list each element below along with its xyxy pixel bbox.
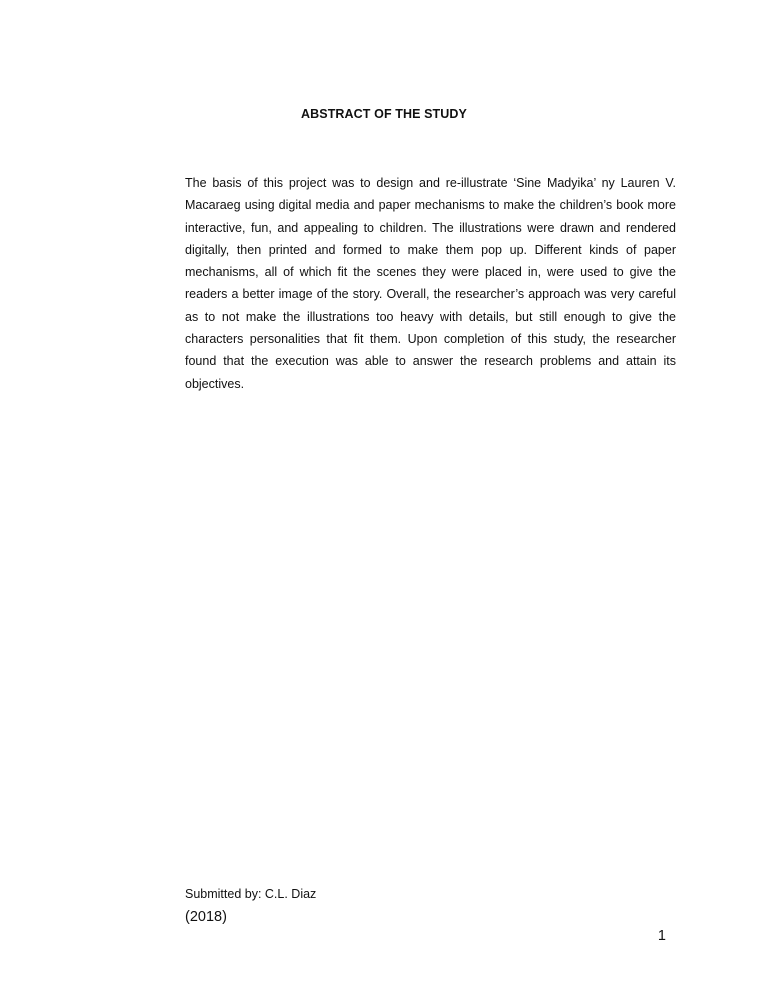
page-number: 1 bbox=[657, 928, 666, 944]
submission-year: (2018) bbox=[185, 909, 227, 925]
abstract-paragraph: The basis of this project was to design and re-illustrate ‘Sine Madyika’ ny Lauren V. Macaraeg using digital media and paper mechanisms to make the children’s book more interactive, fun, and appealing to children. The illustrations were drawn and rendered digitally, then printed and formed to make them pop up. Different kinds of paper mechanisms, all of which fit the scenes they were placed in, were used to give the readers a better image of the story. Overall, the researcher’s approach was very careful as to not make the illustrations too heavy with details, but still enough to give the characters personalities that fit them. Upon completion of this study, the researcher found that the execution was able to answer the research problems and attain its objectives. bbox=[185, 176, 676, 391]
submitted-by: Submitted by: C.L. Diaz bbox=[185, 887, 317, 901]
document-title: ABSTRACT OF THE STUDY bbox=[301, 107, 467, 121]
